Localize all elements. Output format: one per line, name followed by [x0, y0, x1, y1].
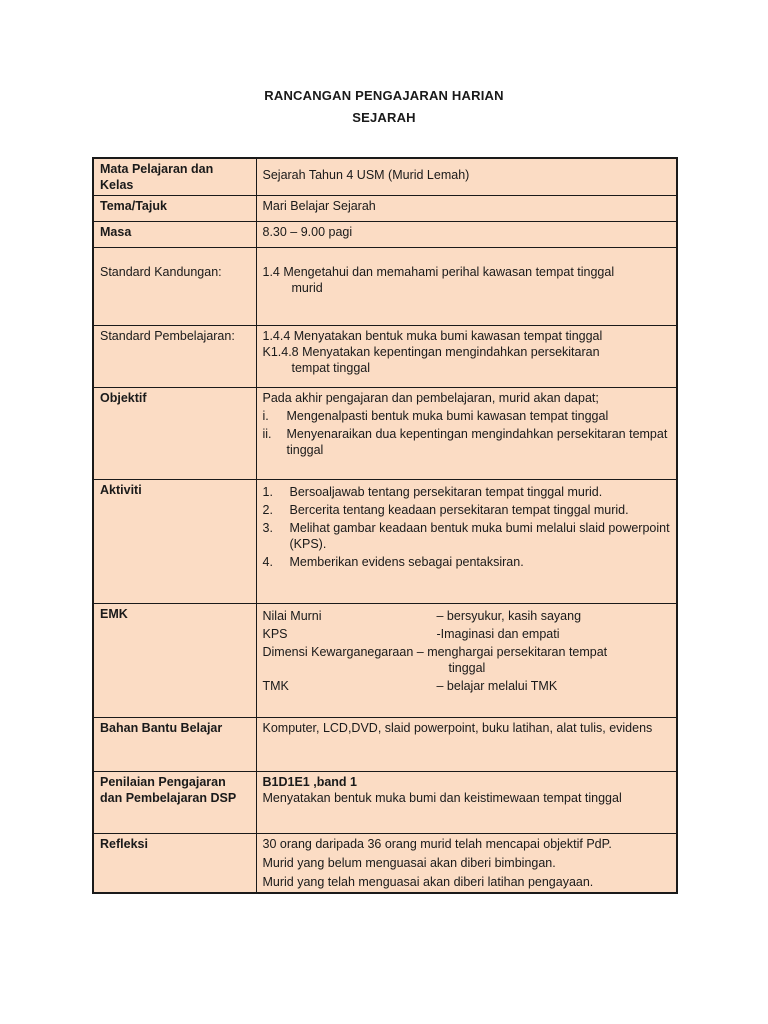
- list-number: i.: [262, 409, 269, 423]
- refleksi-line: 30 orang daripada 36 orang murid telah mencapai objektif PdP.: [262, 837, 612, 851]
- row-label: Mata Pelajaran dan Kelas: [93, 158, 256, 196]
- list-number: 4.: [262, 555, 273, 569]
- row-value: [256, 604, 677, 718]
- row-value: [256, 480, 677, 604]
- row-label: Objektif: [93, 388, 256, 480]
- row-value: [256, 326, 677, 388]
- emk-item: [263, 644, 671, 660]
- row-value: [256, 834, 677, 894]
- table-row: [93, 772, 677, 834]
- standard-kandungan-text: 1.4 Mengetahui dan memahami perihal kawasan tempat tinggal: [262, 265, 615, 279]
- list-item: [263, 554, 671, 570]
- document-title: RANCANGAN PENGAJARAN HARIAN: [264, 88, 504, 103]
- row-value: [256, 388, 677, 480]
- row-value: Komputer, LCD,DVD, slaid powerpoint, buku latihan, alat tulis, evidens: [256, 718, 677, 772]
- emk-key: Dimensi Kewarganegaraan: [262, 645, 414, 659]
- row-value: [256, 248, 677, 326]
- list-text: Melihat gambar keadaan bentuk muka bumi melalui slaid powerpoint (KPS).: [289, 521, 670, 551]
- emk-item: [263, 678, 671, 694]
- emk-value-cont: tinggal: [448, 661, 486, 675]
- standard-pembelajaran-item: 1.4.4 Menyatakan bentuk muka bumi kawasan tempat tinggal: [262, 329, 603, 343]
- list-item: [263, 408, 671, 424]
- list-text: Mengenalpasti bentuk muka bumi kawasan tempat tinggal: [286, 409, 609, 423]
- row-value: Mari Belajar Sejarah: [256, 196, 677, 222]
- refleksi-line: Murid yang belum menguasai akan diberi bimbingan.: [262, 856, 556, 870]
- table-row: [93, 604, 677, 718]
- list-number: 2.: [262, 503, 273, 517]
- list-item: [263, 426, 671, 458]
- standard-kandungan-label: Standard Kandungan:: [100, 265, 222, 279]
- table-row: [93, 248, 677, 326]
- row-label: Refleksi: [93, 834, 256, 894]
- list-number: 1.: [262, 485, 273, 499]
- emk-value: – belajar melalui TMK: [436, 679, 558, 693]
- row-label: Penilaian Pengajaran dan Pembelajaran DSP: [93, 772, 256, 834]
- row-label: Masa: [93, 222, 256, 248]
- row-value: [256, 158, 677, 196]
- row-label: EMK: [93, 604, 256, 718]
- table-row: [93, 480, 677, 604]
- table-row: [93, 388, 677, 480]
- refleksi-line: Murid yang telah menguasai akan diberi latihan pengayaan.: [262, 875, 594, 889]
- table-row: [93, 834, 677, 894]
- table-row: [93, 196, 677, 222]
- row-label: Aktiviti: [93, 480, 256, 604]
- list-text: Memberikan evidens sebagai pentaksiran.: [289, 555, 524, 569]
- table-row: [93, 222, 677, 248]
- emk-value: – bersyukur, kasih sayang: [436, 609, 582, 623]
- list-number: ii.: [262, 427, 272, 441]
- emk-key: TMK: [262, 679, 289, 693]
- row-label: Tema/Tajuk: [93, 196, 256, 222]
- list-item: [263, 484, 671, 500]
- table-row: [93, 158, 677, 196]
- list-number: 3.: [262, 521, 273, 535]
- emk-key: Nilai Murni: [262, 609, 322, 623]
- emk-value: – menghargai persekitaran tempat: [416, 645, 608, 659]
- emk-item: [263, 608, 671, 624]
- row-label: Standard Pembelajaran:: [93, 326, 256, 388]
- objektif-intro: Pada akhir pengajaran dan pembelajaran, murid akan dapat;: [262, 391, 599, 405]
- list-item: [263, 502, 671, 518]
- list-text: Bersoaljawab tentang persekitaran tempat tinggal murid.: [289, 485, 603, 499]
- subject-class-text: Sejarah Tahun 4 USM (Murid Lemah): [262, 168, 470, 182]
- penilaian-text: Menyatakan bentuk muka bumi dan keistimewaan tempat tinggal: [262, 791, 622, 805]
- document-subtitle: SEJARAH: [352, 110, 416, 125]
- table-row: [93, 326, 677, 388]
- lesson-plan-table: [92, 157, 678, 894]
- band-text: B1D1E1 ,band 1: [262, 775, 357, 789]
- table-row: [93, 718, 677, 772]
- standard-kandungan-cont: murid: [291, 281, 323, 295]
- emk-item: [263, 626, 671, 642]
- emk-key: KPS: [262, 627, 288, 641]
- row-label: [93, 248, 256, 326]
- row-value: 8.30 – 9.00 pagi: [256, 222, 677, 248]
- list-text: Menyenaraikan dua kepentingan mengindahkan persekitaran tempat tinggal: [286, 427, 668, 457]
- standard-pembelajaran-cont: tempat tinggal: [291, 361, 371, 375]
- list-text: Bercerita tentang keadaan persekitaran tempat tinggal murid.: [289, 503, 629, 517]
- emk-value: -Imaginasi dan empati: [436, 627, 560, 641]
- list-item: [263, 520, 671, 552]
- row-value: [256, 772, 677, 834]
- standard-pembelajaran-item: K1.4.8 Menyatakan kepentingan mengindahkan persekitaran: [262, 345, 600, 359]
- row-label: Bahan Bantu Belajar: [93, 718, 256, 772]
